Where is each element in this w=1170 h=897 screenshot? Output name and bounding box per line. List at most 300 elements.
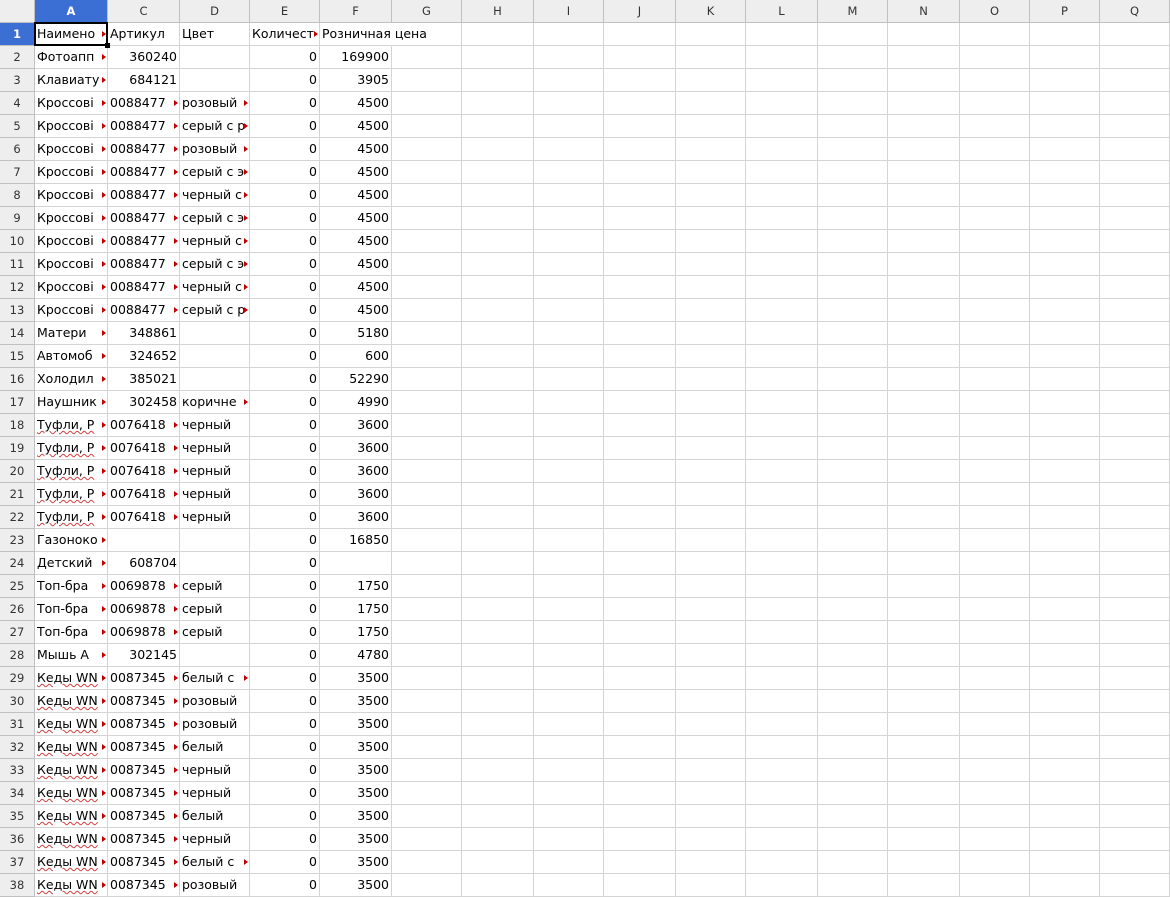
cell-k21[interactable] — [676, 483, 746, 506]
cell-h33[interactable] — [462, 759, 534, 782]
cell-j15[interactable] — [604, 345, 676, 368]
cell-n13[interactable] — [888, 299, 960, 322]
row-header-25[interactable]: 25 — [0, 575, 35, 598]
cell-l17[interactable] — [746, 391, 818, 414]
cell-a18[interactable]: Туфли, Р — [35, 414, 108, 437]
cell-p25[interactable] — [1030, 575, 1100, 598]
cell-j35[interactable] — [604, 805, 676, 828]
cell-g5[interactable] — [392, 115, 462, 138]
cell-d24[interactable] — [180, 552, 250, 575]
cell-e28[interactable]: 0 — [250, 644, 320, 667]
cell-p8[interactable] — [1030, 184, 1100, 207]
cell-e35[interactable]: 0 — [250, 805, 320, 828]
cell-d26[interactable]: серый — [180, 598, 250, 621]
cell-h27[interactable] — [462, 621, 534, 644]
cell-j14[interactable] — [604, 322, 676, 345]
cell-h38[interactable] — [462, 874, 534, 897]
header-cell-e1[interactable]: Количест — [250, 23, 320, 46]
cell-n4[interactable] — [888, 92, 960, 115]
cell-n1[interactable] — [888, 23, 960, 46]
cell-h36[interactable] — [462, 828, 534, 851]
cell-q15[interactable] — [1100, 345, 1170, 368]
cell-e2[interactable]: 0 — [250, 46, 320, 69]
cell-c2[interactable]: 360240 — [108, 46, 180, 69]
cell-o12[interactable] — [960, 276, 1030, 299]
cell-q37[interactable] — [1100, 851, 1170, 874]
row-header-10[interactable]: 10 — [0, 230, 35, 253]
cell-c29[interactable]: 0087345 — [108, 667, 180, 690]
cell-g13[interactable] — [392, 299, 462, 322]
cell-c25[interactable]: 0069878 — [108, 575, 180, 598]
cell-f5[interactable]: 4500 — [320, 115, 392, 138]
cell-h12[interactable] — [462, 276, 534, 299]
cell-p5[interactable] — [1030, 115, 1100, 138]
cell-g4[interactable] — [392, 92, 462, 115]
cell-m37[interactable] — [818, 851, 888, 874]
row-header-23[interactable]: 23 — [0, 529, 35, 552]
header-cell-f1[interactable]: Розничная цена — [320, 23, 392, 46]
cell-n5[interactable] — [888, 115, 960, 138]
cell-e38[interactable]: 0 — [250, 874, 320, 897]
cell-p37[interactable] — [1030, 851, 1100, 874]
cell-m27[interactable] — [818, 621, 888, 644]
cell-f21[interactable]: 3600 — [320, 483, 392, 506]
cell-g17[interactable] — [392, 391, 462, 414]
cell-p31[interactable] — [1030, 713, 1100, 736]
cell-m21[interactable] — [818, 483, 888, 506]
cell-q11[interactable] — [1100, 253, 1170, 276]
cell-m32[interactable] — [818, 736, 888, 759]
cell-k22[interactable] — [676, 506, 746, 529]
cell-q38[interactable] — [1100, 874, 1170, 897]
cell-g22[interactable] — [392, 506, 462, 529]
cell-e4[interactable]: 0 — [250, 92, 320, 115]
cell-n11[interactable] — [888, 253, 960, 276]
cell-o9[interactable] — [960, 207, 1030, 230]
cell-i33[interactable] — [534, 759, 604, 782]
header-cell-a1[interactable]: Наимено — [35, 23, 108, 46]
cell-p11[interactable] — [1030, 253, 1100, 276]
cell-f31[interactable]: 3500 — [320, 713, 392, 736]
cell-m3[interactable] — [818, 69, 888, 92]
cell-o22[interactable] — [960, 506, 1030, 529]
cell-l29[interactable] — [746, 667, 818, 690]
cell-p33[interactable] — [1030, 759, 1100, 782]
cell-k4[interactable] — [676, 92, 746, 115]
cell-l26[interactable] — [746, 598, 818, 621]
cell-i16[interactable] — [534, 368, 604, 391]
column-header-d[interactable]: D — [180, 0, 250, 23]
cell-p10[interactable] — [1030, 230, 1100, 253]
column-header-k[interactable]: K — [676, 0, 746, 23]
row-header-13[interactable]: 13 — [0, 299, 35, 322]
cell-n35[interactable] — [888, 805, 960, 828]
cell-j25[interactable] — [604, 575, 676, 598]
cell-n23[interactable] — [888, 529, 960, 552]
cell-k38[interactable] — [676, 874, 746, 897]
cell-o20[interactable] — [960, 460, 1030, 483]
cell-l35[interactable] — [746, 805, 818, 828]
cell-a20[interactable]: Туфли, Р — [35, 460, 108, 483]
cell-d5[interactable]: серый с р — [180, 115, 250, 138]
cell-g8[interactable] — [392, 184, 462, 207]
cell-h28[interactable] — [462, 644, 534, 667]
cell-d13[interactable]: серый с р — [180, 299, 250, 322]
cell-f27[interactable]: 1750 — [320, 621, 392, 644]
cell-a6[interactable]: Кроссові — [35, 138, 108, 161]
cell-g35[interactable] — [392, 805, 462, 828]
cell-c19[interactable]: 0076418 — [108, 437, 180, 460]
cell-m15[interactable] — [818, 345, 888, 368]
cell-i23[interactable] — [534, 529, 604, 552]
cell-h9[interactable] — [462, 207, 534, 230]
cell-l23[interactable] — [746, 529, 818, 552]
cell-q24[interactable] — [1100, 552, 1170, 575]
row-header-21[interactable]: 21 — [0, 483, 35, 506]
cell-n33[interactable] — [888, 759, 960, 782]
cell-g15[interactable] — [392, 345, 462, 368]
cell-l7[interactable] — [746, 161, 818, 184]
cell-c4[interactable]: 0088477 — [108, 92, 180, 115]
cell-k18[interactable] — [676, 414, 746, 437]
cell-d10[interactable]: черный с — [180, 230, 250, 253]
select-all-corner[interactable] — [0, 0, 35, 23]
header-cell-c1[interactable]: Артикул — [108, 23, 180, 46]
cell-i2[interactable] — [534, 46, 604, 69]
cell-p16[interactable] — [1030, 368, 1100, 391]
cell-o27[interactable] — [960, 621, 1030, 644]
cell-f10[interactable]: 4500 — [320, 230, 392, 253]
cell-f16[interactable]: 52290 — [320, 368, 392, 391]
cell-d8[interactable]: черный с — [180, 184, 250, 207]
cell-j5[interactable] — [604, 115, 676, 138]
cell-o35[interactable] — [960, 805, 1030, 828]
cell-a33[interactable]: Кеды WN — [35, 759, 108, 782]
cell-d29[interactable]: белый с — [180, 667, 250, 690]
column-header-n[interactable]: N — [888, 0, 960, 23]
cell-i13[interactable] — [534, 299, 604, 322]
cell-j27[interactable] — [604, 621, 676, 644]
cell-q5[interactable] — [1100, 115, 1170, 138]
cell-e14[interactable]: 0 — [250, 322, 320, 345]
cell-i1[interactable] — [534, 23, 604, 46]
column-header-p[interactable]: P — [1030, 0, 1100, 23]
cell-c17[interactable]: 302458 — [108, 391, 180, 414]
cell-g33[interactable] — [392, 759, 462, 782]
cell-k6[interactable] — [676, 138, 746, 161]
cell-a34[interactable]: Кеды WN — [35, 782, 108, 805]
cell-c38[interactable]: 0087345 — [108, 874, 180, 897]
cell-h10[interactable] — [462, 230, 534, 253]
row-header-19[interactable]: 19 — [0, 437, 35, 460]
cell-m28[interactable] — [818, 644, 888, 667]
cell-m4[interactable] — [818, 92, 888, 115]
cell-k27[interactable] — [676, 621, 746, 644]
cell-d25[interactable]: серый — [180, 575, 250, 598]
cell-q4[interactable] — [1100, 92, 1170, 115]
cell-g24[interactable] — [392, 552, 462, 575]
cell-q1[interactable] — [1100, 23, 1170, 46]
cell-g23[interactable] — [392, 529, 462, 552]
cell-d19[interactable]: черный — [180, 437, 250, 460]
cell-p14[interactable] — [1030, 322, 1100, 345]
cell-d20[interactable]: черный — [180, 460, 250, 483]
cell-p26[interactable] — [1030, 598, 1100, 621]
cell-q21[interactable] — [1100, 483, 1170, 506]
row-header-22[interactable]: 22 — [0, 506, 35, 529]
cell-d6[interactable]: розовый — [180, 138, 250, 161]
cell-m7[interactable] — [818, 161, 888, 184]
cell-j9[interactable] — [604, 207, 676, 230]
cell-f33[interactable]: 3500 — [320, 759, 392, 782]
cell-d16[interactable] — [180, 368, 250, 391]
cell-k15[interactable] — [676, 345, 746, 368]
cell-n31[interactable] — [888, 713, 960, 736]
column-header-q[interactable]: Q — [1100, 0, 1170, 23]
cell-n37[interactable] — [888, 851, 960, 874]
cell-e12[interactable]: 0 — [250, 276, 320, 299]
cell-n29[interactable] — [888, 667, 960, 690]
cell-o38[interactable] — [960, 874, 1030, 897]
cell-l9[interactable] — [746, 207, 818, 230]
cell-c13[interactable]: 0088477 — [108, 299, 180, 322]
cell-h25[interactable] — [462, 575, 534, 598]
cell-n36[interactable] — [888, 828, 960, 851]
row-header-6[interactable]: 6 — [0, 138, 35, 161]
cell-d32[interactable]: белый — [180, 736, 250, 759]
cell-c10[interactable]: 0088477 — [108, 230, 180, 253]
cell-m33[interactable] — [818, 759, 888, 782]
cell-k9[interactable] — [676, 207, 746, 230]
cell-o19[interactable] — [960, 437, 1030, 460]
cell-g38[interactable] — [392, 874, 462, 897]
cell-d27[interactable]: серый — [180, 621, 250, 644]
cell-j3[interactable] — [604, 69, 676, 92]
cell-j26[interactable] — [604, 598, 676, 621]
cell-e31[interactable]: 0 — [250, 713, 320, 736]
cell-k10[interactable] — [676, 230, 746, 253]
cell-n21[interactable] — [888, 483, 960, 506]
cell-c34[interactable]: 0087345 — [108, 782, 180, 805]
cell-a10[interactable]: Кроссові — [35, 230, 108, 253]
cell-m5[interactable] — [818, 115, 888, 138]
cell-c3[interactable]: 684121 — [108, 69, 180, 92]
cell-h34[interactable] — [462, 782, 534, 805]
column-header-l[interactable]: L — [746, 0, 818, 23]
cell-h20[interactable] — [462, 460, 534, 483]
cell-d35[interactable]: белый — [180, 805, 250, 828]
cell-c37[interactable]: 0087345 — [108, 851, 180, 874]
cell-n12[interactable] — [888, 276, 960, 299]
cell-e29[interactable]: 0 — [250, 667, 320, 690]
cell-d11[interactable]: серый с э — [180, 253, 250, 276]
row-header-1[interactable]: 1 — [0, 23, 35, 46]
cell-k28[interactable] — [676, 644, 746, 667]
cell-f38[interactable]: 3500 — [320, 874, 392, 897]
cell-i14[interactable] — [534, 322, 604, 345]
cell-a26[interactable]: Топ-бра — [35, 598, 108, 621]
cell-h14[interactable] — [462, 322, 534, 345]
cell-n22[interactable] — [888, 506, 960, 529]
cell-l4[interactable] — [746, 92, 818, 115]
cell-l16[interactable] — [746, 368, 818, 391]
cell-d9[interactable]: серый с э — [180, 207, 250, 230]
cell-g26[interactable] — [392, 598, 462, 621]
cell-n19[interactable] — [888, 437, 960, 460]
cell-m24[interactable] — [818, 552, 888, 575]
cell-q9[interactable] — [1100, 207, 1170, 230]
cell-a25[interactable]: Топ-бра — [35, 575, 108, 598]
cell-j30[interactable] — [604, 690, 676, 713]
cell-a12[interactable]: Кроссові — [35, 276, 108, 299]
cell-k14[interactable] — [676, 322, 746, 345]
cell-k30[interactable] — [676, 690, 746, 713]
cell-c22[interactable]: 0076418 — [108, 506, 180, 529]
cell-h2[interactable] — [462, 46, 534, 69]
cell-c33[interactable]: 0087345 — [108, 759, 180, 782]
cell-o34[interactable] — [960, 782, 1030, 805]
cell-f13[interactable]: 4500 — [320, 299, 392, 322]
cell-a9[interactable]: Кроссові — [35, 207, 108, 230]
cell-j24[interactable] — [604, 552, 676, 575]
cell-a23[interactable]: Газоноко — [35, 529, 108, 552]
cell-q8[interactable] — [1100, 184, 1170, 207]
cell-m26[interactable] — [818, 598, 888, 621]
cell-g31[interactable] — [392, 713, 462, 736]
cell-e6[interactable]: 0 — [250, 138, 320, 161]
cell-l34[interactable] — [746, 782, 818, 805]
cell-a22[interactable]: Туфли, Р — [35, 506, 108, 529]
cell-n28[interactable] — [888, 644, 960, 667]
cell-h13[interactable] — [462, 299, 534, 322]
cell-e13[interactable]: 0 — [250, 299, 320, 322]
cell-e10[interactable]: 0 — [250, 230, 320, 253]
cell-m9[interactable] — [818, 207, 888, 230]
cell-i15[interactable] — [534, 345, 604, 368]
cell-g11[interactable] — [392, 253, 462, 276]
cell-k36[interactable] — [676, 828, 746, 851]
cell-i12[interactable] — [534, 276, 604, 299]
cell-j17[interactable] — [604, 391, 676, 414]
cell-k31[interactable] — [676, 713, 746, 736]
cell-d15[interactable] — [180, 345, 250, 368]
cell-i36[interactable] — [534, 828, 604, 851]
cell-f14[interactable]: 5180 — [320, 322, 392, 345]
cell-j8[interactable] — [604, 184, 676, 207]
row-header-30[interactable]: 30 — [0, 690, 35, 713]
cell-e23[interactable]: 0 — [250, 529, 320, 552]
cell-i11[interactable] — [534, 253, 604, 276]
cell-c20[interactable]: 0076418 — [108, 460, 180, 483]
row-header-38[interactable]: 38 — [0, 874, 35, 897]
cell-a31[interactable]: Кеды WN — [35, 713, 108, 736]
cell-c18[interactable]: 0076418 — [108, 414, 180, 437]
cell-m18[interactable] — [818, 414, 888, 437]
cell-k20[interactable] — [676, 460, 746, 483]
cell-g34[interactable] — [392, 782, 462, 805]
cell-p28[interactable] — [1030, 644, 1100, 667]
cell-i27[interactable] — [534, 621, 604, 644]
cell-c14[interactable]: 348861 — [108, 322, 180, 345]
cell-n8[interactable] — [888, 184, 960, 207]
cell-p17[interactable] — [1030, 391, 1100, 414]
cell-p32[interactable] — [1030, 736, 1100, 759]
cell-e15[interactable]: 0 — [250, 345, 320, 368]
cell-m23[interactable] — [818, 529, 888, 552]
cell-l21[interactable] — [746, 483, 818, 506]
cell-o29[interactable] — [960, 667, 1030, 690]
cell-m34[interactable] — [818, 782, 888, 805]
cell-q18[interactable] — [1100, 414, 1170, 437]
cell-f4[interactable]: 4500 — [320, 92, 392, 115]
cell-j16[interactable] — [604, 368, 676, 391]
cell-j7[interactable] — [604, 161, 676, 184]
cell-k12[interactable] — [676, 276, 746, 299]
cell-l38[interactable] — [746, 874, 818, 897]
cell-m13[interactable] — [818, 299, 888, 322]
cell-c35[interactable]: 0087345 — [108, 805, 180, 828]
cell-e37[interactable]: 0 — [250, 851, 320, 874]
cell-c31[interactable]: 0087345 — [108, 713, 180, 736]
row-header-11[interactable]: 11 — [0, 253, 35, 276]
cell-i26[interactable] — [534, 598, 604, 621]
cell-d31[interactable]: розовый — [180, 713, 250, 736]
cell-e3[interactable]: 0 — [250, 69, 320, 92]
cell-o32[interactable] — [960, 736, 1030, 759]
cell-l2[interactable] — [746, 46, 818, 69]
cell-f26[interactable]: 1750 — [320, 598, 392, 621]
cell-a21[interactable]: Туфли, Р — [35, 483, 108, 506]
row-header-3[interactable]: 3 — [0, 69, 35, 92]
cell-c16[interactable]: 385021 — [108, 368, 180, 391]
cell-d37[interactable]: белый с — [180, 851, 250, 874]
cell-f36[interactable]: 3500 — [320, 828, 392, 851]
cell-c26[interactable]: 0069878 — [108, 598, 180, 621]
cell-m35[interactable] — [818, 805, 888, 828]
cell-c12[interactable]: 0088477 — [108, 276, 180, 299]
cell-j34[interactable] — [604, 782, 676, 805]
cell-l12[interactable] — [746, 276, 818, 299]
cell-g25[interactable] — [392, 575, 462, 598]
cell-p6[interactable] — [1030, 138, 1100, 161]
cell-o17[interactable] — [960, 391, 1030, 414]
cell-f30[interactable]: 3500 — [320, 690, 392, 713]
cell-o13[interactable] — [960, 299, 1030, 322]
cell-c15[interactable]: 324652 — [108, 345, 180, 368]
cell-h37[interactable] — [462, 851, 534, 874]
cell-o14[interactable] — [960, 322, 1030, 345]
cell-f20[interactable]: 3600 — [320, 460, 392, 483]
cell-e30[interactable]: 0 — [250, 690, 320, 713]
cell-d4[interactable]: розовый — [180, 92, 250, 115]
cell-q36[interactable] — [1100, 828, 1170, 851]
cell-h16[interactable] — [462, 368, 534, 391]
cell-o26[interactable] — [960, 598, 1030, 621]
cell-d23[interactable] — [180, 529, 250, 552]
cell-k7[interactable] — [676, 161, 746, 184]
cell-m11[interactable] — [818, 253, 888, 276]
cell-q25[interactable] — [1100, 575, 1170, 598]
cell-i6[interactable] — [534, 138, 604, 161]
row-header-14[interactable]: 14 — [0, 322, 35, 345]
cell-n14[interactable] — [888, 322, 960, 345]
cell-a7[interactable]: Кроссові — [35, 161, 108, 184]
cell-e8[interactable]: 0 — [250, 184, 320, 207]
cell-k11[interactable] — [676, 253, 746, 276]
cell-q22[interactable] — [1100, 506, 1170, 529]
cell-p24[interactable] — [1030, 552, 1100, 575]
cell-i24[interactable] — [534, 552, 604, 575]
